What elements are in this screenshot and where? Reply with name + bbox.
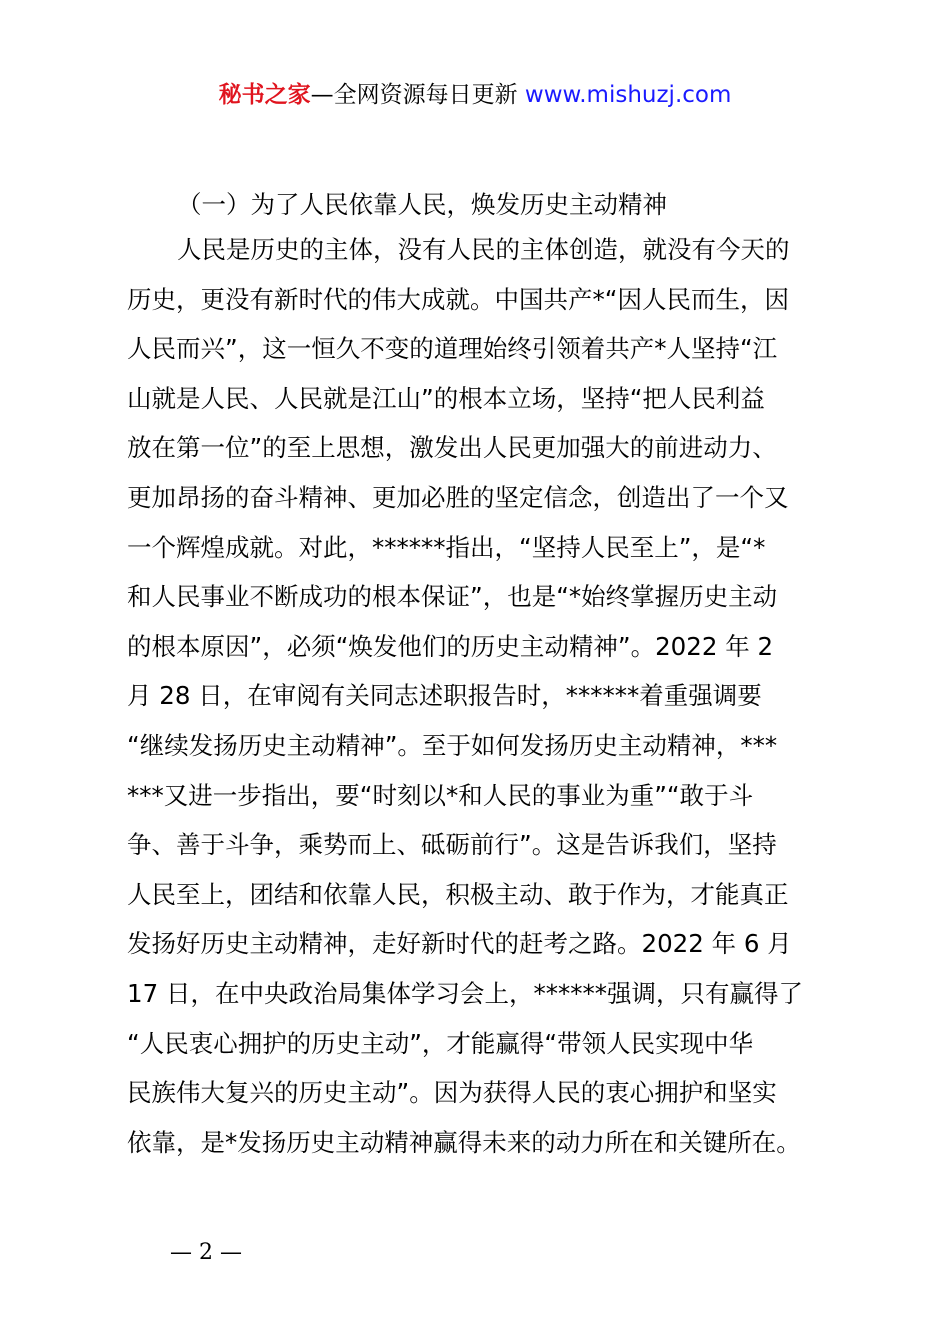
paragraph-line: 历史，更没有新时代的伟大成就。中国共产*“因人民而生，因 <box>127 284 789 314</box>
paragraph-line: 人民至上，团结和依靠人民，积极主动、敢于作为，才能真正 <box>127 879 789 909</box>
paragraph-line: 山就是人民、人民就是江山”的根本立场，坚持“把人民利益 <box>127 383 765 413</box>
site-slogan: —全网资源每日更新 <box>310 82 525 108</box>
paragraph-line: 发扬好历史主动精神，走好新时代的赶考之路。2022 年 6 月 <box>127 929 792 959</box>
paragraph-line: 人民而兴”，这一恒久不变的道理始终引领着共产*人坚持“江 <box>127 334 778 364</box>
document-body <box>127 185 832 1167</box>
paragraph-line: 和人民事业不断成功的根本保证”，也是“*始终掌握历史主动 <box>127 582 778 612</box>
paragraph-line: 民族伟大复兴的历史主动”。因为获得人民的衷心拥护和坚实 <box>127 1078 777 1108</box>
site-header <box>0 78 950 112</box>
paragraph-line: “人民衷心拥护的历史主动”，才能赢得“带领人民实现中华 <box>127 1028 754 1058</box>
paragraph-line: 放在第一位”的至上思想，激发出人民更加强大的前进动力、 <box>127 433 777 463</box>
paragraph-line: 争、善于斗争，乘势而上、砥砺前行”。这是告诉我们，坚持 <box>127 830 777 860</box>
page-number: — 2 — <box>170 1240 242 1265</box>
paragraph-line: 人民是历史的主体，没有人民的主体创造，就没有今天的 <box>177 235 790 264</box>
paragraph-line: 17 日，在中央政治局集体学习会上，******强调，只有赢得了 <box>127 978 803 1008</box>
site-brand: 秘书之家 <box>218 82 311 108</box>
paragraph-line: 的根本原因”，必须“焕发他们的历史主动精神”。2022 年 2 <box>127 631 774 661</box>
paragraph-line: 依靠，是*发扬历史主动精神赢得未来的动力所在和关键所在。 <box>127 1127 801 1157</box>
paragraph-line: 更加昂扬的奋斗精神、更加必胜的坚定信念，创造出了一个又 <box>127 482 789 512</box>
site-url-link[interactable]: www.mishuzj.com <box>524 82 732 108</box>
paragraph-line: 月 28 日，在审阅有关同志述职报告时，******着重强调要 <box>127 681 762 711</box>
paragraph-line: “继续发扬历史主动精神”。至于如何发扬历史主动精神，*** <box>127 730 778 760</box>
paragraph-line: 一个辉煌成就。对此，******指出，“坚持人民至上”，是“* <box>127 532 766 562</box>
paragraph-line: ***又进一步指出，要“时刻以*和人民的事业为重”“敢于斗 <box>127 780 754 810</box>
section-heading: （一）为了人民依靠人民，焕发历史主动精神 <box>177 190 667 219</box>
